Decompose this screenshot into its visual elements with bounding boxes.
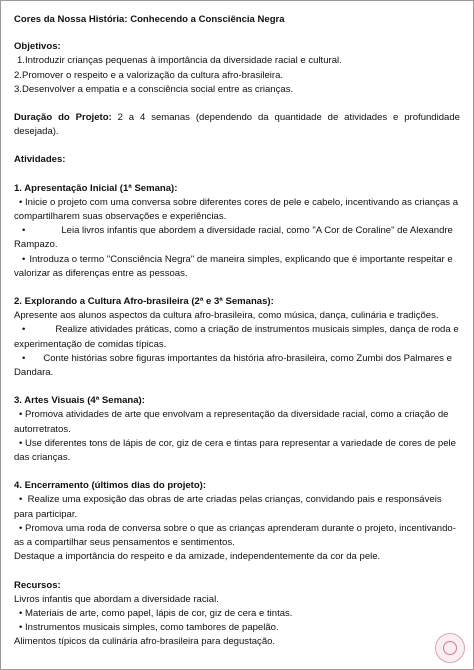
atividades-heading: Atividades: [14,154,66,166]
bullet-icon: • [22,352,26,364]
objetivo-item: 1.Introduzir crianças pequenas à importância da diversidade racial e cultural. [17,55,342,67]
list-item-text: Livros infantis que abordam a diversidade racial. [14,593,219,605]
list-item [14,621,460,635]
objetivos-list [14,54,460,97]
document-title: Cores da Nossa História: Conhecendo a Consciência Negra [14,14,285,25]
list-item [14,607,460,621]
list-item-text: Alimentos típicos da culinária afro-brasileira para degustação. [14,636,276,648]
bullet-icon: • [19,522,23,534]
bullet-icon: • [19,494,23,506]
decorative-seal-icon [435,633,465,663]
list-item-text: Realize atividades práticas, como a criação de instrumentos musicais simples, dança de roda e experimentação de comidas típicas. [14,324,459,350]
list-item [14,493,460,521]
list-item-text: Use diferentes tons de lápis de cor, giz de cera e tintas para representar a variedade de cores de pele das crianças. [14,437,456,464]
secao-cultura-afro-brasileira [14,295,460,380]
list-item [14,196,460,224]
list-item [14,224,460,252]
list-item [14,593,460,607]
list-item [14,323,460,351]
secao-heading: 4. Encerramento (últimos dias do projeto): [14,480,207,492]
secao-apresentacao-inicial [14,182,460,281]
duracao-label: Duração do Projeto: [14,112,112,124]
list-item [14,437,460,465]
objetivo-item: 3.Desenvolver a empatia e a consciência social entre as crianças. [14,83,294,95]
list-item-text: Materiais de arte, como papel, lápis de cor, giz de cera e tintas. [25,607,293,619]
objetivo-item: 2.Promover o respeito e a valorização da cultura afro-brasileira. [14,69,284,81]
list-item-text: Promova atividades de arte que envolvam a representação da diversidade racial, como a criação de autorretratos. [14,409,449,435]
list-item [14,352,460,380]
list-item-text: Instrumentos musicais simples, como tambores de papelão. [25,622,279,634]
bullet-icon: • [22,225,26,237]
list-item-text: Promova uma roda de conversa sobre o que as crianças aprenderam durante o projeto, incentivando-as a compartilhar seus pensamentos e sentimentos. [14,522,456,549]
secao-encerramento [14,479,460,564]
bullet-icon: • [22,253,26,265]
list-item-text: Destaque a importância do respeito e da amizade, independentemente da cor da pele. [14,551,381,563]
secao-heading: 1. Apresentação Inicial (1ª Semana): [14,182,178,194]
list-item [14,253,460,281]
list-item-text: Inicie o projeto com uma conversa sobre diferentes cores de pele e cabelo, incentivando as crianças a compartilharem suas observações e experiências. [14,196,459,223]
list-item [14,309,460,323]
bullet-icon: • [19,622,23,634]
list-item-text: Introduza o termo "Consciência Negra" de maneira simples, explicando que é importante respeitar e valorizar as diferenças entre as pessoas. [14,253,453,279]
bullet-icon: • [19,196,23,208]
secao-heading: 3. Artes Visuais (4ª Semana): [14,395,145,407]
list-item-text: Leia livros infantis que abordem a diversidade racial, como "A Cor de Coraline" de Alexandre Rampazo. [14,225,453,251]
list-item [14,522,460,550]
bullet-icon: • [19,409,23,421]
secao-heading: Recursos: [14,579,61,591]
bullet-icon: • [19,437,23,449]
objetivos-heading: Objetivos: [14,41,61,53]
list-item-text: Apresente aos alunos aspectos da cultura afro-brasileira, como música, dança, culinária e tradições. [14,310,439,322]
secao-recursos [14,579,460,650]
list-item [14,408,460,436]
duracao-text: 2 a 4 semanas (dependendo da quantidade de atividades e profundidade desejada). [14,112,460,138]
list-item [14,550,460,564]
duracao-paragraph [14,111,460,139]
secao-artes-visuais [14,394,460,465]
secao-heading: 2. Explorando a Cultura Afro-brasileira (2ª e 3ª Semanas): [14,296,274,308]
list-item-text: Conte histórias sobre figuras importantes da história afro-brasileira, como Zumbi dos Palmares e Dandara. [14,352,452,379]
list-item [14,635,460,649]
bullet-icon: • [22,324,26,336]
bullet-icon: • [19,607,23,619]
list-item-text: Realize uma exposição das obras de arte criadas pelas crianças, convidando pais e responsáveis para participar. [14,494,442,520]
